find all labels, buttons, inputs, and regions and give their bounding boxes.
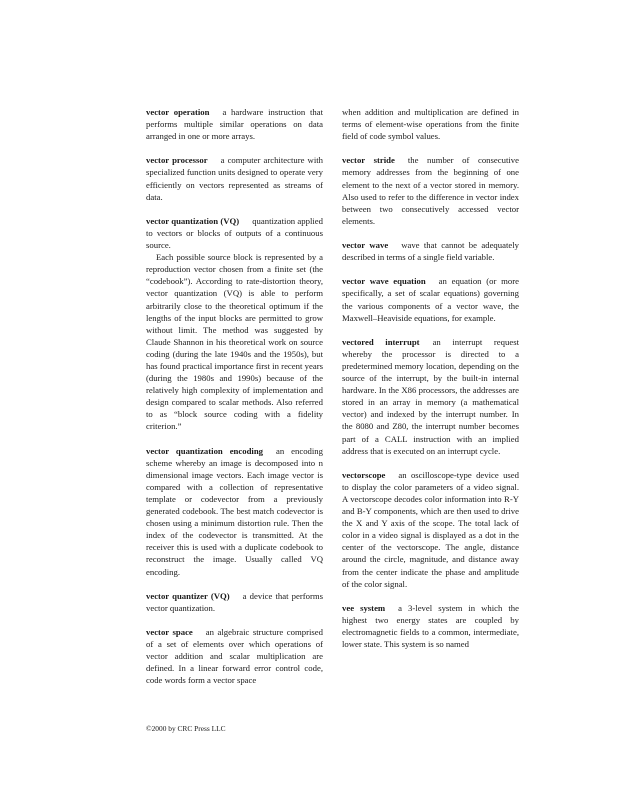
definition-paragraph [342,336,519,457]
glossary-entry [146,106,323,142]
left-column [146,106,323,699]
glossary-entry [146,626,323,686]
glossary-entry [146,590,323,614]
glossary-entry [146,154,323,202]
entry-definition-text: an algebraic structure comprised of a set of elements over which operations of vector addition and scalar multiplication are defined. In a linear forward error control code, code words form a vector space [146,627,323,686]
entry-definition-text: a hardware instruction that performs multiple similar operations on data arranged in one or more arrays. [146,107,323,142]
definition-paragraph [146,106,323,142]
entry-definition-text: the number of consecutive memory addresses from the beginning of one element to the next of a vector stored in memory. Also used to refer to the difference in vector index between two consecutively accessed vector elements. [342,155,519,226]
entry-definition-text: a device that performs vector quantization. [146,590,323,613]
definition-paragraph [342,602,519,650]
entry-definition-text: an equation (or more specifically, a set of scalar equations) governing the various components of a vector wave, the Maxwell–Heaviside equations, for example. [342,276,519,323]
entry-term: vector wave [342,240,389,251]
entry-term: vector wave equation [342,276,426,287]
entry-definition-text: a computer architecture with specialized function units designed to operate very efficiently on vectors represented as streams of data. [146,155,323,202]
glossary-entry [342,275,519,323]
definition-paragraph [342,154,519,227]
entry-definition-text: an interrupt request whereby the processor is directed to a predetermined memory location, depending on the source of the interrupt, by the built-in internal hardware. In the X86 processors, the addresses are stored in an array in memory (a mathematical vector) and indexed by the interrupt number. In the 8080 and Z80, the interrupt number becomes part of a CALL instruction with an implied address that is executed on an interrupt cycle. [342,336,519,456]
entry-definition-text: a 3-level system in which the highest two energy states are coupled by electromagnetic fields to a common, intermediate, lower state. This system is so named [342,602,519,650]
definition-paragraph [342,275,519,323]
definition-paragraph [146,215,323,251]
glossary-entry [342,106,519,142]
entry-definition-text: when addition and multiplication are defined in terms of element-wise operations from the finite field of code symbol values. [342,107,519,142]
definition-paragraph [146,251,323,432]
right-column [342,106,519,662]
entry-definition-text: quantization applied to vectors or blocks of outputs of a continuous source. [146,215,323,251]
entry-term: vectored interrupt [342,336,420,347]
definition-paragraph [342,469,519,590]
definition-paragraph [342,106,519,142]
entry-term: vector quantization (VQ) [146,215,240,226]
entry-term: vector stride [342,155,395,166]
entry-term: vector quantization encoding [146,445,264,456]
glossary-entry [342,336,519,457]
glossary-entry [146,445,323,578]
entry-definition-text: an encoding scheme whereby an image is decomposed into n dimensional image vectors. Each image vector is compared with a collection of representative template or codevector from a previously generated codebook. The best match codevector is chosen using a minimum distortion rule. Then the index of the codevector is transmitted. At the receiver this is used with a duplicate codebook to reconstruct the image. Usually called VQ encoding. [146,445,323,577]
entry-term: vector operation [146,107,210,117]
definition-paragraph [146,590,323,614]
definition-paragraph [146,154,323,202]
definition-paragraph [146,626,323,686]
glossary-entry [342,602,519,650]
entry-definition-text: wave that cannot be adequately described in terms of a single field variable. [342,240,520,263]
entry-term: vee system [342,602,386,613]
copyright-footer: ©2000 by CRC Press LLC [146,724,226,733]
glossary-entry [342,469,519,590]
entry-definition-text: an oscilloscope-type device used to display the color parameters of a video signal. A vectorscope decodes color information into R-Y and B-Y components, which are then used to drive the X and Y axis of the scope. The total lack of color in a video signal is displayed as a dot in the center of the vectorscope. The angle, distance around the circle, magnitude, and distance away from the center indicate the phase and amplitude of the color signal. [342,469,519,589]
entry-term: vectorscope [342,469,386,480]
glossary-entry [146,215,323,433]
glossary-entry [342,154,519,227]
entry-term: vector processor [146,155,208,166]
definition-paragraph [342,239,519,263]
entry-term: vector quantizer (VQ) [146,590,230,601]
entry-definition-text: Each possible source block is represented by a reproduction vector chosen from a finite set (the “codebook”). According to rate-distortion theory, vector quantization (VQ) is able to perform arbitrarily close to the theoretical optimum if the lengths of the input blocks are permitted to grow without limit. The method was suggested by Claude Shannon in his theoretical work on source coding (during the late 1940s and the 1950s), but has found practical importance first in recent years (during the 1980s and 1990s) because of the relatively high complexity of implementation and design compared to scalar methods. Also referred to as “block source coding with a fidelity criterion.” [146,252,323,432]
glossary-entry [342,239,519,263]
entry-term: vector space [146,627,193,638]
definition-paragraph [146,445,323,578]
